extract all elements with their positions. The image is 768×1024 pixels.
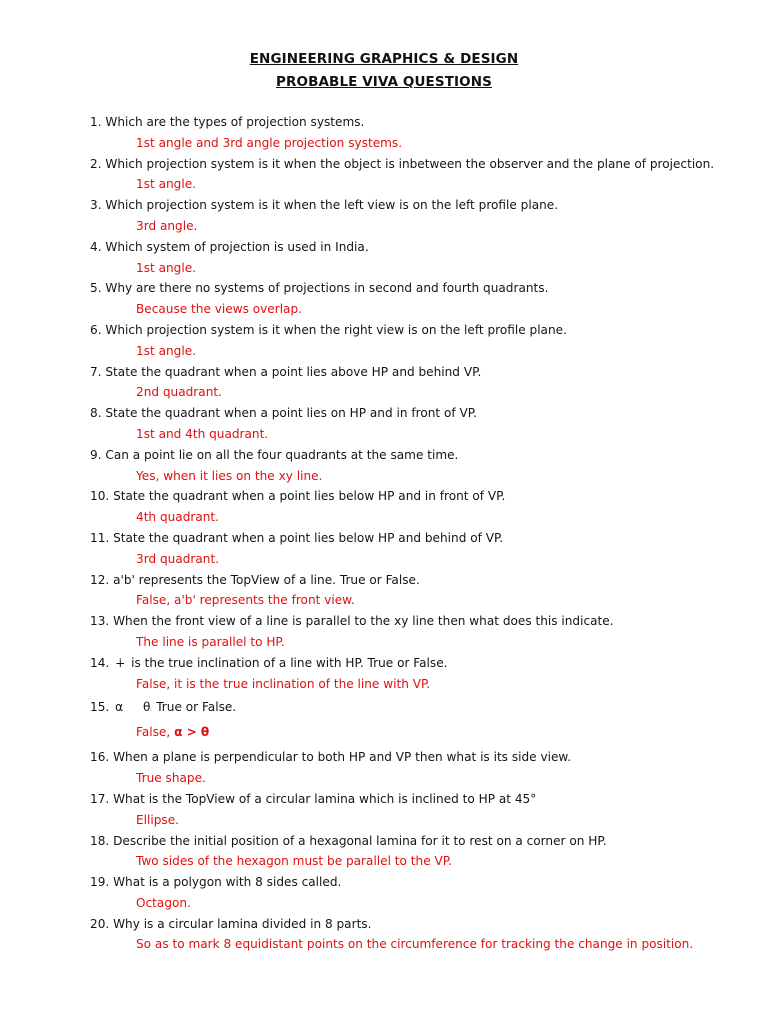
answer-text: 1st and 4th quadrant. bbox=[136, 426, 269, 441]
answer-text: False, it is the true inclination of the line with VP. bbox=[136, 676, 431, 691]
question-rest: True or False. bbox=[156, 700, 237, 715]
question-text: 4. Which system of projection is used in India. bbox=[90, 239, 369, 254]
question-text bbox=[90, 694, 730, 720]
answer-text: 4th quadrant. bbox=[136, 510, 220, 525]
answer-text: 1st angle. bbox=[136, 260, 196, 275]
question-text: 5. Why are there no systems of projections in second and fourth quadrants. bbox=[90, 281, 549, 296]
answer-text: 1st angle. bbox=[136, 177, 196, 192]
question-text: 13. When the front view of a line is parallel to the xy line then what does this indicate. bbox=[90, 614, 614, 629]
question-text: 8. State the quadrant when a point lies on HP and in front of VP. bbox=[90, 406, 477, 421]
answer-text: Yes, when it lies on the xy line. bbox=[136, 468, 323, 483]
document-header bbox=[0, 48, 768, 94]
answer-text: 3rd angle. bbox=[136, 218, 198, 233]
list-item bbox=[90, 611, 730, 653]
list-item bbox=[90, 320, 730, 362]
question-text: 11. State the quadrant when a point lies below HP and behind of VP. bbox=[90, 530, 504, 545]
theta-symbol: θ bbox=[142, 700, 151, 715]
question-text bbox=[90, 653, 730, 674]
answer-symbols: α > θ bbox=[174, 725, 210, 740]
answer-text: 2nd quadrant. bbox=[136, 385, 222, 400]
question-text: 7. State the quadrant when a point lies above HP and behind VP. bbox=[90, 364, 482, 379]
question-number: 15. bbox=[90, 700, 110, 715]
question-text: 19. What is a polygon with 8 sides called. bbox=[90, 875, 342, 890]
list-item bbox=[90, 789, 730, 831]
list-item bbox=[90, 112, 730, 154]
list-item bbox=[90, 653, 730, 695]
list-item bbox=[90, 694, 730, 744]
alpha-symbol: α bbox=[115, 700, 124, 715]
list-item bbox=[90, 747, 730, 789]
question-text: 3. Which projection system is it when the left view is on the left profile plane. bbox=[90, 198, 559, 213]
list-item bbox=[90, 872, 730, 914]
question-text: 1. Which are the types of projection systems. bbox=[90, 115, 365, 129]
page-subtitle: PROBABLE VIVA QUESTIONS bbox=[276, 74, 492, 90]
answer-text: Ellipse. bbox=[136, 812, 179, 827]
question-text: 20. Why is a circular lamina divided in 8 parts. bbox=[90, 916, 372, 931]
answer-text: 1st angle. bbox=[136, 343, 196, 358]
question-text: 18. Describe the initial position of a hexagonal lamina for it to rest on a corner on HP. bbox=[90, 833, 607, 848]
question-text: 17. What is the TopView of a circular lamina which is inclined to HP at 45° bbox=[90, 791, 537, 806]
answer-text bbox=[90, 720, 730, 744]
answer-text: True shape. bbox=[136, 771, 206, 786]
list-item bbox=[90, 831, 730, 873]
list-item bbox=[90, 403, 730, 445]
answer-prefix: False, bbox=[136, 725, 171, 740]
list-item bbox=[90, 195, 730, 237]
question-text: 9. Can a point lie on all the four quadrants at the same time. bbox=[90, 447, 459, 462]
list-item bbox=[90, 570, 730, 612]
answer-text: Octagon. bbox=[136, 895, 191, 910]
answer-text: Two sides of the hexagon must be parallel to the VP. bbox=[136, 854, 453, 869]
answer-text: False, a'b' represents the front view. bbox=[136, 593, 355, 608]
theta-symbol: ∔ bbox=[115, 655, 126, 670]
question-list bbox=[90, 112, 730, 955]
question-text: 10. State the quadrant when a point lies below HP and in front of VP. bbox=[90, 489, 506, 504]
question-rest: is the true inclination of a line with HP. True or False. bbox=[131, 655, 448, 670]
list-item bbox=[90, 278, 730, 320]
list-item bbox=[90, 154, 730, 196]
question-number: 14. bbox=[90, 655, 110, 670]
question-text: 6. Which projection system is it when the right view is on the left profile plane. bbox=[90, 322, 567, 337]
answer-text: Because the views overlap. bbox=[136, 302, 302, 317]
question-text: 2. Which projection system is it when the object is inbetween the observer and the plane of projection. bbox=[90, 156, 715, 171]
answer-text: So as to mark 8 equidistant points on the circumference for tracking the change in position. bbox=[136, 937, 694, 952]
list-item bbox=[90, 237, 730, 279]
answer-text: 3rd quadrant. bbox=[136, 551, 220, 566]
list-item bbox=[90, 486, 730, 528]
list-item bbox=[90, 914, 730, 956]
answer-text: 1st angle and 3rd angle projection systems. bbox=[136, 135, 403, 150]
question-text: 16. When a plane is perpendicular to both HP and VP then what is its side view. bbox=[90, 750, 572, 765]
answer-text: The line is parallel to HP. bbox=[136, 634, 285, 649]
list-item bbox=[90, 362, 730, 404]
page-title: ENGINEERING GRAPHICS & DESIGN bbox=[249, 51, 519, 67]
list-item bbox=[90, 528, 730, 570]
question-text: 12. a'b' represents the TopView of a line. True or False. bbox=[90, 572, 420, 587]
list-item bbox=[90, 445, 730, 487]
